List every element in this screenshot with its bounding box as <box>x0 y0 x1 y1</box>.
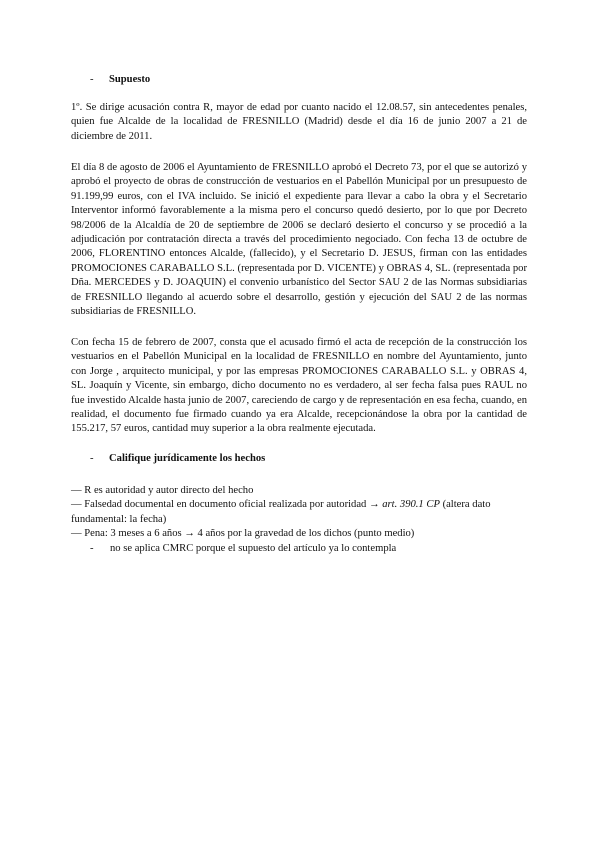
answer-subitem-text: no se aplica CMRC porque el supuesto del artículo ya lo contempla <box>110 543 397 554</box>
bullet-dash: - <box>90 543 94 554</box>
answer-list <box>71 484 531 542</box>
answer-text: (altera dato <box>439 499 491 511</box>
answer-line <box>71 498 531 512</box>
section-title: Supuesto <box>109 74 151 85</box>
answer-line: — R es autoridad y autor directo del hecho <box>71 485 254 496</box>
article-citation: art. 390.1 CP <box>382 499 440 511</box>
section-heading-supuesto <box>90 73 150 87</box>
section-heading-califique <box>90 452 265 466</box>
paragraph-accusation: 1º. Se dirige acusación contra R, mayor de edad por cuanto nacido el 12.08.57, sin antecedentes penales, quien fue Alcalde de la localidad de FRESNILLO (Madrid) desde el día 16 de junio 2007 a 21 de diciembre de 2011. <box>71 102 527 142</box>
paragraph-facts-2007: Con fecha 15 de febrero de 2007, consta que el acusado firmó el acta de recepción de la construcción los vestuarios en el Pabellón Municipal en la localidad de FRESNILLO en nombre del Ayuntamiento, junto con Jorge , arquitecto municipal, y por las empresas PROMOCIONES CARABALLO S.L. y OBRAS 4, SL. Joaquín y Vicente, sin embargo, dicho documento no es verdadero, al ser fecha falsa pues RAUL no fue investido Alcalde hasta junio de 2007, careciendo de cargo y de representación en esa fecha, cuando, en realidad, el documento fue firmado cuando ya era Alcalde, recepcionándose la obra por la cantidad de 155.217, 57 euros, cantidad muy superior a la obra realmente ejecutada. <box>71 337 527 435</box>
answer-line: — Pena: 3 meses a 6 años → 4 años por la gravedad de los dichos (punto medio) <box>71 528 415 540</box>
paragraph-facts-2006: El día 8 de agosto de 2006 el Ayuntamiento de FRESNILLO aprobó el Decreto 73, por el que se autorizó y aprobó el proyecto de obras de construcción de vestuarios en el Pabellón Municipal por un presupuesto de 91.199,99 euros, con el IVA incluido. Se inició el expediente para llevar a cabo la obra y el Secretario Interventor informó favorablemente a la misma pero el concurso quedó desierto, por lo que por Decreto 98/2006 de la Alcaldía de 20 de septiembre de 2006 se declaró desierto el concurso y se procedió a la adjudicación por contratación directa a través del procedimiento negociado. Con fecha 13 de octubre de 2006, FLORENTINO entonces Alcalde, (fallecido), y el Secretario D. JESUS, firman con las entidades PROMOCIONES CARABALLO S.L. (representada por D. VICENTE) y OBRAS 4, SL. (representada por Dña. MERCEDES y D. JOAQUIN) el convenio urbanístico del Sector SAU 2 de las Normas subsidiarias de FRESNILLO llegando al acuerdo sobre el desarrollo, gestión y ejecución del SAU 2 de las normas subsidiarias de FRESNILLO. <box>71 162 527 318</box>
answer-text: — Falsedad documental en documento oficial realizada por autoridad → <box>71 499 383 511</box>
bullet-dash: - <box>90 453 94 464</box>
answer-line-continuation: fundamental: la fecha) <box>71 513 167 525</box>
bullet-dash: - <box>90 74 94 85</box>
section-title: Califique jurídicamente los hechos <box>109 453 266 464</box>
answer-subitem <box>90 542 396 556</box>
